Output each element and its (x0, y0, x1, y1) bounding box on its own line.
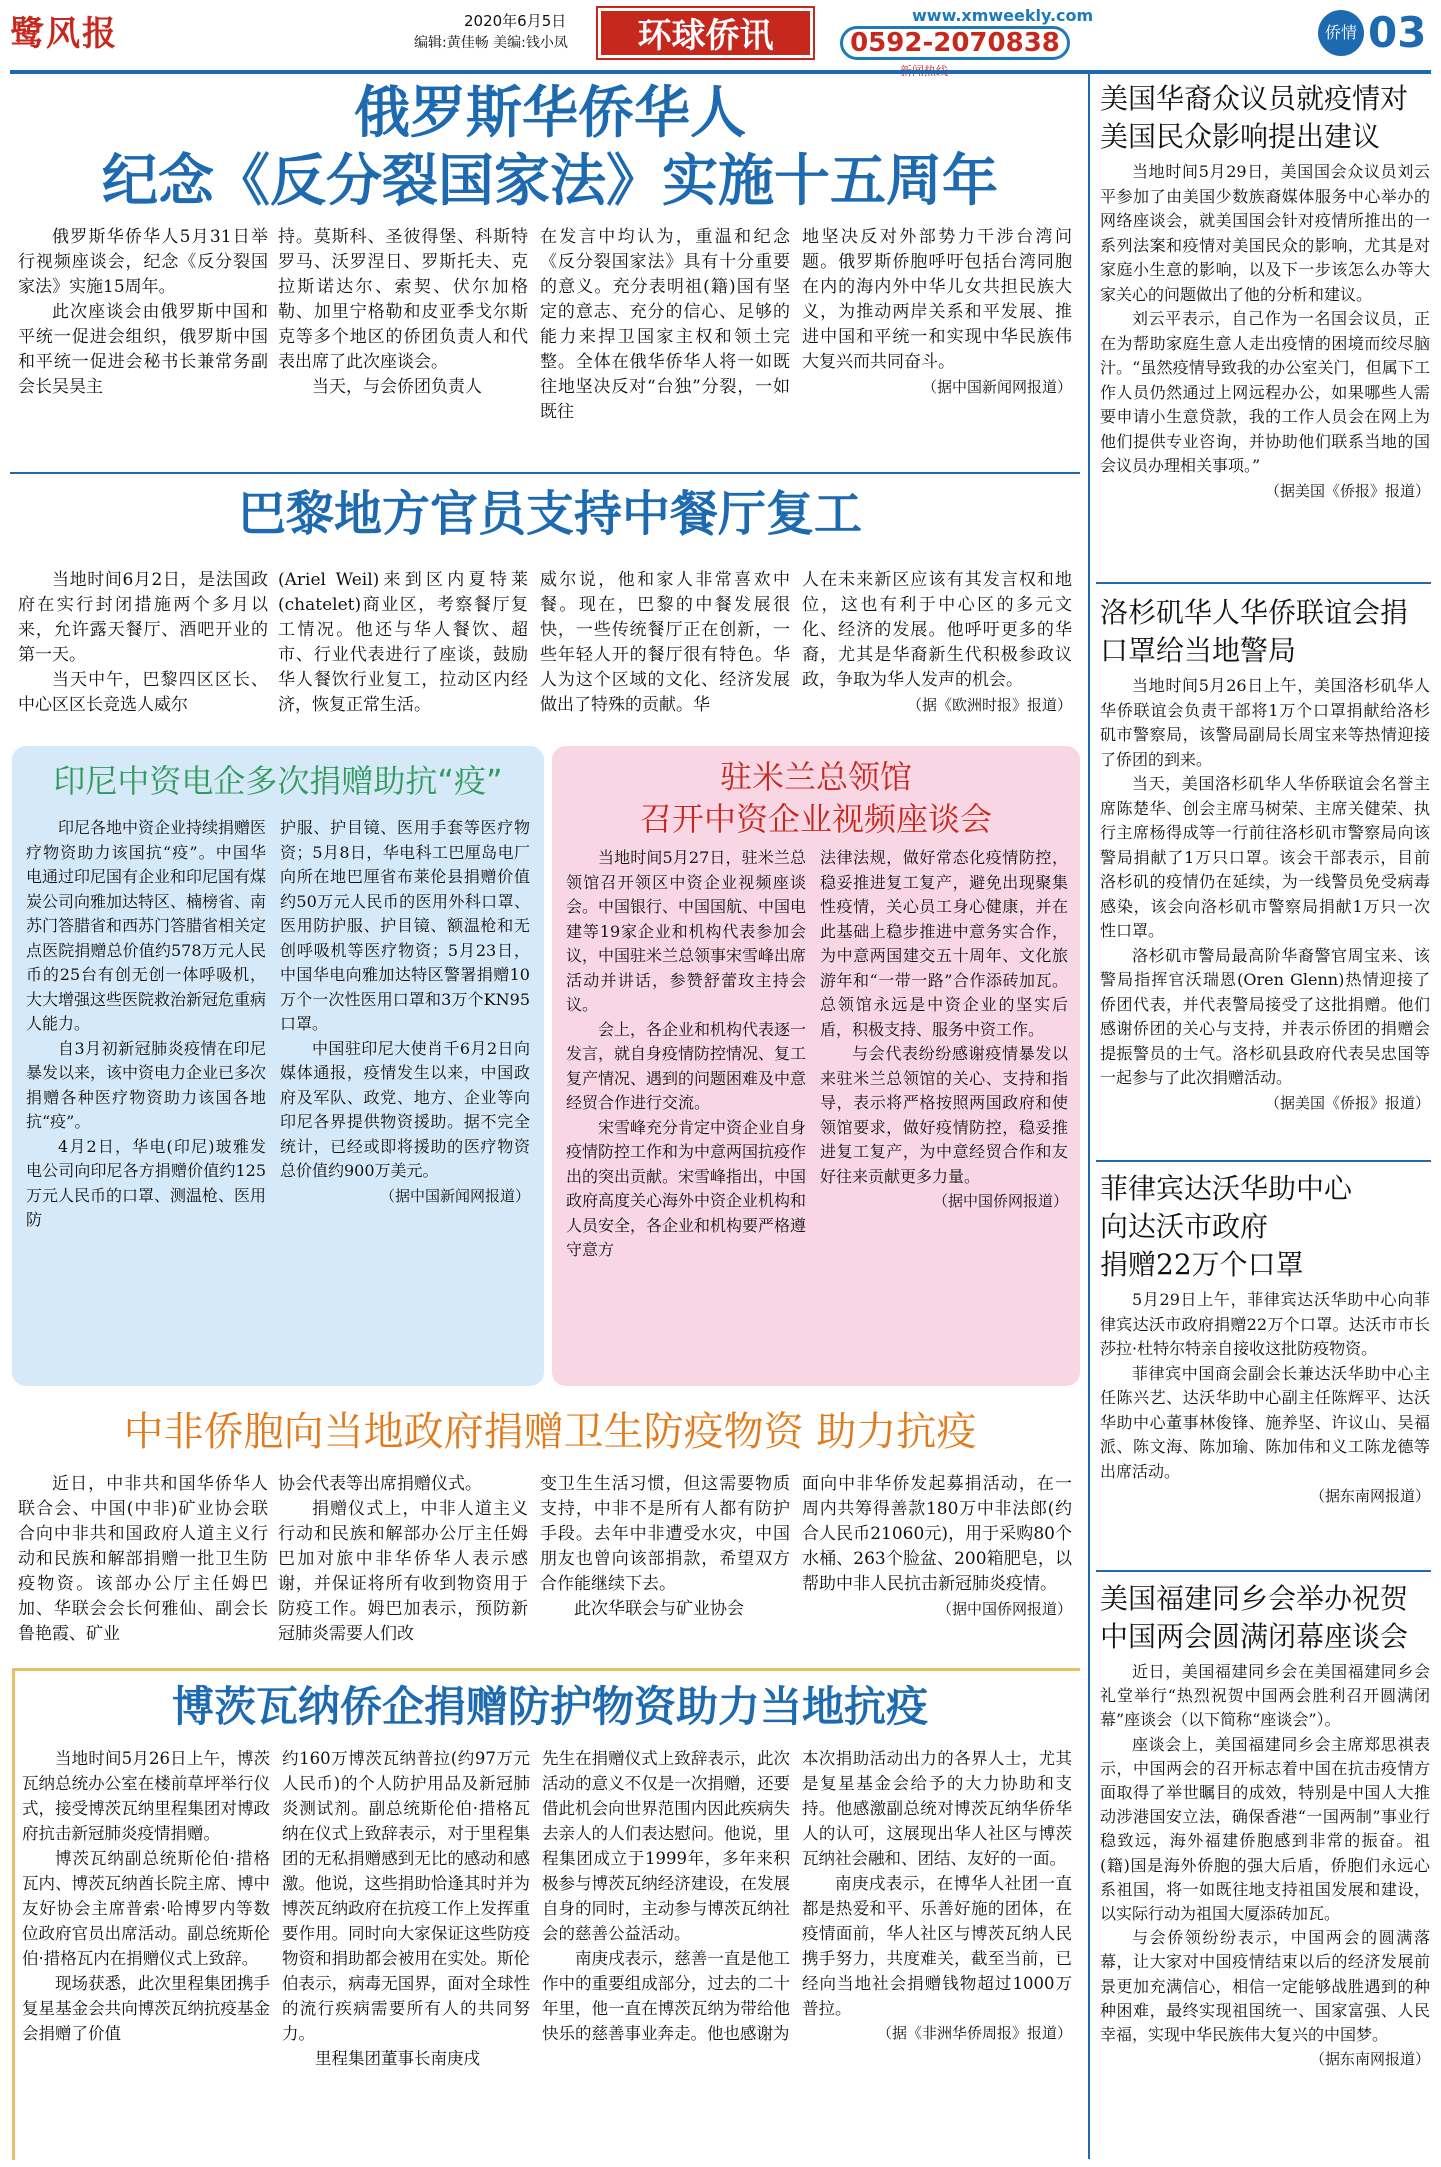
masthead-logo: 鹭风报 (10, 14, 118, 54)
paragraph: 南庚戌表示，慈善一直是他工作中的重要组成部分，过去的二十年里，他一直在博茨瓦纳为带给他快乐的慈善事业奔走。他也感谢为 (542, 1949, 790, 2043)
divider (10, 472, 1080, 474)
article5-col1 (18, 1472, 268, 1647)
paragraph: 捐赠仪式上，中非人道主义行动和民族和解部办公厅主任姆巴加对旅中非华侨华人表示感谢，并保证将所有收到物资用于防疫工作。姆巴加表示，预防新冠肺炎需要人们改 (278, 1499, 528, 1644)
paragraph: 在发言中均认为，重温和纪念《反分裂国家法》具有十分重要的意义。充分表明祖(籍)国有坚定的意志、充分的信心、足够的能力来捍卫国家主权和领土完整。全体在俄华侨华人将一如既往地坚决反对“台独”分裂，一如既往 (540, 227, 790, 422)
sidebar-story3-title-line2: 向达沃市政府 (1100, 1210, 1269, 1243)
article1-source: （据中国新闻网报道） (921, 378, 1072, 396)
article1-title (20, 80, 1080, 216)
article6-col2 (282, 1746, 530, 2071)
article2-col1 (18, 568, 268, 718)
article6-col4 (802, 1746, 1072, 2046)
paragraph: 刘云平表示，自己作为一名国会议员，正在为帮助家庭生意人走出疫情的困境而绞尽脑汁。“虽然疫情导致我的办公室关门，但属下工作人员仍然通过上网远程办公，如果哪些人需要申请小生意贷款，我的工作人员会在网上为他们提供专业咨询，并协助他们联系当地的国会议员办理相关事项。” (1100, 309, 1430, 475)
paragraph: 宋雪峰充分肯定中资企业自身疫情防控工作和为中意两国抗疫作出的突出贡献。宋雪峰指出，中国政府高度关心海外中资企业机构和人员安全，各企业和机构要严格遵守意方 (566, 1117, 807, 1259)
article3-col1 (26, 816, 266, 1233)
paragraph: 法律法规，做好常态化疫情防控，稳妥推进复工复产，避免出现聚集性疫情，关心员工身心健康，并在此基础上稳步推进中意务实合作，为中意两国建交五十周年、文化旅游年和“一带一路”合作添砖加瓦。总领馆永远是中资企业的坚实后盾，积极支持、服务中资工作。 (820, 848, 1068, 1039)
paragraph: 当天中午，巴黎四区区长、中心区区长竞选人威尔 (18, 670, 268, 715)
divider (1096, 1570, 1431, 1572)
article1-col1 (18, 225, 268, 400)
article2-col2 (278, 568, 528, 718)
article1-col3 (540, 225, 790, 425)
paragraph: 威尔说，他和家人非常喜欢中餐。现在，巴黎的中餐发展很快，一些传统餐厅正在创新，一些年轻人开的餐厅很有特色。华人为这个区域的文化、经济发展做出了特殊的贡献。华 (540, 570, 790, 715)
article2-source: （据《欧洲时报》报道） (906, 696, 1072, 714)
sidebar-story4-source: （据东南网报道） (1309, 2050, 1430, 2069)
paragraph: 约160万博茨瓦纳普拉(约97万元人民币)的个人防护用品及新冠肺炎测试剂。副总统斯伦伯·措格瓦纳在仪式上致辞表示，对于里程集团的无私捐赠感到无比的感动和感激。他说，这些捐助恰逢其时并为博茨瓦纳政府在抗疫工作上发挥重要作用。同时向大家保证这些防疫物资和捐助都会被用在实处。斯伦伯表示，病毒无国界，面对全球性的流行疾病需要所有人的共同努力。 (282, 1749, 530, 2043)
paragraph: 协会代表等出席捐赠仪式。 (278, 1474, 482, 1494)
article1-col4 (802, 225, 1072, 400)
paragraph: 当地时间5月27日，驻米兰总领馆召开领区中资企业视频座谈会。中国银行、中国国航、中国电建等19家企业和机构代表参加会议，中国驻米兰总领事宋雪峰出席活动并讲话，参赞舒蕾玫主持会议。 (566, 848, 807, 1014)
page-number: 03 (1368, 8, 1427, 57)
article4-title (560, 756, 1072, 840)
article3-col2 (280, 816, 530, 1208)
paragraph: 里程集团董事长南庚戌 (315, 2049, 480, 2068)
issue-date: 2020年6月5日 (464, 12, 567, 30)
article4-col2 (820, 846, 1068, 1214)
sidebar-story4-title: 美国福建同乡会举办祝贺中国两会圆满闭幕座谈会 (1100, 1582, 1409, 1653)
paragraph: 当天，美国洛杉矶华人华侨联谊会名誉主席陈楚华、创会主席马树荣、主席关健荣、执行主席杨得成等一行前往洛杉矶市警察局向该警局捐献了1万只口罩。该会干部表示，目前洛杉矶的疫情仍在延续，为一线警员免受病毒感染，该会向洛杉矶市警察局捐献1万只一次性口罩。 (1100, 774, 1430, 940)
article1-col2 (278, 225, 528, 400)
website-link[interactable]: www.xmweekly.com (912, 6, 1094, 25)
sidebar-story3-title-line3: 捐赠22万个口罩 (1100, 1248, 1304, 1281)
sidebar-story3-title-line1: 菲律宾达沃华助中心 (1100, 1172, 1353, 1205)
paragraph: (Ariel Weil)来到区内夏特莱(chatelet)商业区，考察餐厅复工情况。他还与华人餐饮、超市、行业代表进行了座谈，鼓励华人餐饮行业复工，拉动区内经济，恢复正常生活。 (278, 570, 528, 715)
paragraph: 洛杉矶市警局最高阶华裔警官周宝来、该警局指挥官沃瑞恩(Oren Glenn)热情迎接了侨团代表，并代表警局接受了这批捐赠。他们感谢侨团的关心与支持，并表示侨团的捐赠会提振警员的士气。洛杉矶县政府代表吴忠国等一起参与了此次捐赠活动。 (1100, 945, 1430, 1087)
article4-title-line2: 召开中资企业视频座谈会 (639, 800, 992, 838)
paragraph: 持。莫斯科、圣彼得堡、科斯特罗马、沃罗涅日、罗斯托夫、克拉斯诺达尔、索契、伏尔加格勒、加里宁格勒和皮亚季戈尔斯克等多个地区的侨团负责人和代表出席了此次座谈会。 (278, 227, 528, 372)
paragraph: 当地时间5月29日，美国国会众议员刘云平参加了由美国少数族裔媒体服务中心举办的网络座谈会，就美国国会针对疫情所推出的一系列法案和疫情对美国民众的影响，尤其是对家庭小生意的影响，以及下一步该怎么办等大家关心的问题做出了他的分析和建议。 (1100, 162, 1430, 304)
article5-col4 (802, 1472, 1072, 1622)
paragraph: 印尼各地中资企业持续捐赠医疗物资助力该国抗“疫”。中国华电通过印尼国有企业和印尼国有煤炭公司向雅加达特区、楠榜省、南苏门答腊省和西苏门答腊省相关定点医院捐赠总价值约578万元人民币的25台有创无创一体呼吸机，大大增强这些医院救治新冠危重病人能力。 (26, 818, 267, 1033)
paragraph: 南庚戌表示，在博华人社团一直都是热爱和平、乐善好施的团体，在疫情面前，华人社区与博茨瓦纳人民携手努力，共度难关，截至当前，已经向当地社会捐赠钱物超过1000万普拉。 (802, 1874, 1072, 2018)
sidebar-story4 (1100, 1580, 1430, 2071)
article6-col3 (542, 1746, 790, 2046)
paragraph: 与会侨领纷纷表示，中国两会的圆满落幕，让大家对中国疫情结束以后的经济发展前景更加充满信心，相信一定能够战胜遇到的种种困难，最终实现祖国统一、国家富强、人民幸福，实现中华民族伟大复兴的中国梦。 (1100, 1928, 1430, 2045)
header-rule (10, 70, 1431, 74)
article1-title-line1: 俄罗斯华侨华人 (354, 81, 746, 146)
sidebar-story3-source: （据东南网报道） (1309, 1487, 1430, 1505)
sidebar-story3 (1100, 1170, 1430, 1509)
paragraph: 变卫生生活习惯，但这需要物质支持，中非不是所有人都有防护手段。去年中非遭受水灾，中国朋友也曾向该部捐款，希望双方合作能继续下去。 (540, 1474, 790, 1594)
article4-source: （据中国侨网报道） (932, 1192, 1068, 1210)
article4-col1 (566, 846, 806, 1263)
paragraph: 地坚决反对外部势力干涉台湾问题。俄罗斯侨胞呼吁包括台湾同胞在内的海内外中华儿女共担民族大义，为推动两岸关系和平发展、推进中国和平统一和实现中华民族伟大复兴而共同奋斗。 (802, 227, 1072, 372)
paragraph: 当地时间5月26日上午，美国洛杉矶华人华侨联谊会负责干部将1万个口罩捐献给洛杉矶市警察局，该警局副局长周宝来等热情迎接了侨团的到来。 (1100, 676, 1430, 769)
article6-title: 博茨瓦纳侨企捐赠防护物资助力当地抗疫 (171, 1682, 928, 1731)
paragraph: 菲律宾中国商会副会长兼达沃华助中心主任陈兴艺、达沃华助中心副主任陈辉平、达沃华助中心董事林俊锋、施养坚、许议山、吴福派、陈文海、陈加瑜、陈加伟和义工陈龙德等出席活动。 (1100, 1363, 1430, 1481)
editors-line: 编辑:黄佳畅 美编:钱小凤 (414, 35, 568, 51)
sidebar-story1-title: 美国华裔众议员就疫情对美国民众影响提出建议 (1100, 82, 1409, 153)
paragraph: 座谈会上，美国福建同乡会主席郑思祺表示，中国两会的召开标志着中国在抗击疫情方面取得了举世瞩目的成效，特别是中国人大推动涉港国安立法，确保香港“一国两制”事业行稳致远，海外福建侨胞感到非常的振奋。祖(籍)国是海外侨胞的强大后盾，侨胞们永远心系祖国，将一如既往地支持祖国发展和建设，以实际行动为祖国大厦添砖加瓦。 (1100, 1734, 1430, 1924)
divider (1096, 1160, 1431, 1162)
sidebar-story1 (1100, 80, 1430, 503)
paragraph: 此次座谈会由俄罗斯中国和平统一促进会组织，俄罗斯中国和平统一促进会秘书长兼常务副会长吴昊主 (18, 302, 268, 397)
article5-col2 (278, 1472, 528, 1647)
article2-col4 (802, 568, 1072, 718)
sidebar-story2-title: 洛杉矶华人华侨联谊会捐口罩给当地警局 (1100, 596, 1409, 667)
article5-title: 中非侨胞向当地政府捐赠卫生防疫物资 助力抗疫 (123, 1409, 977, 1455)
sidebar-story1-source: （据美国《侨报》报道） (1264, 481, 1430, 500)
paragraph: 会上，各企业和机构代表逐一发言，就自身疫情防控情况、复工复产情况、遇到的问题困难及中意经贸合作进行交流。 (566, 1019, 807, 1112)
article1-title-line2: 纪念《反分裂国家法》实施十五周年 (102, 149, 998, 214)
section-badge-icon: 侨情 (1318, 10, 1364, 56)
paragraph: 4月2日，华电(印尼)玻雅发电公司向印尼各方捐赠价值约125万元人民币的口罩、测温枪、医用防 (26, 1136, 267, 1229)
article4-title-line1: 驻米兰总领馆 (719, 758, 912, 796)
sidebar-story2 (1100, 594, 1430, 1115)
divider (1096, 582, 1431, 584)
paragraph: 先生在捐赠仪式上致辞表示，此次活动的意义不仅是一次捐赠，还要借此机会向世界范围内因此疾病失去亲人的人们表达慰问。他说，里程集团成立于1999年，多年来积极参与博茨瓦纳经济建设，在发展自身的同时，主动参与博茨瓦纳社会的慈善公益活动。 (542, 1749, 790, 1943)
paragraph: 人在未来新区应该有其发言权和地位，这也有利于中心区的多元文化、经济的发展。他呼吁更多的华裔，尤其是华裔新生代积极参政议政，争取为华人发声的机会。 (802, 570, 1072, 690)
paragraph: 近日，美国福建同乡会在美国福建同乡会礼堂举行“热烈祝贺中国两会胜利召开圆满闭幕”座谈会（以下简称“座谈会”）。 (1100, 1662, 1430, 1730)
sidebar-story2-source: （据美国《侨报》报道） (1264, 1093, 1430, 1112)
paragraph: 护服、护目镜、医用手套等医疗物资；5月8日，华电科工巴厘岛电厂向所在地巴厘省布莱伦县捐赠价值约50万元人民币的医用外科口罩、医用防护服、护目镜、额温枪和无创呼吸机等医疗物资；5月23日，中国华电向雅加达特区警署捐赠10万个一次性医用口罩和3万个KN95口罩。 (280, 818, 530, 1033)
article6-col1 (22, 1746, 270, 2046)
paragraph: 当地时间6月2日，是法国政府在实行封闭措施两个多月以来，允许露天餐厅、酒吧开业的第一天。 (18, 570, 268, 665)
paragraph: 当地时间5月26日上午，博茨瓦纳总统办公室在楼前草坪举行仪式，接受博茨瓦纳里程集团对博政府抗击新冠肺炎疫情捐赠。 (22, 1749, 270, 1843)
paragraph: 面向中非华侨发起募捐活动，在一周内共筹得善款180万中非法郎(约合人民币21060元)，用于采购80个水桶、263个脸盆、200箱肥皂，以帮助中非人民抗击新冠肺炎疫情。 (802, 1474, 1072, 1594)
paragraph: 此次华联会与矿业协会 (574, 1599, 744, 1619)
paragraph: 博茨瓦纳副总统斯伦伯·措格瓦内、博茨瓦纳酋长院主席、博中友好协会主席普索·哈博罗内等数位政府官员出席活动。副总统斯伦伯·措格瓦内在捐赠仪式上致辞。 (22, 1849, 270, 1968)
article3-source: （据中国新闻网报道） (379, 1186, 530, 1205)
paragraph: 现场获悉，此次里程集团携手复星基金会共向博茨瓦纳抗疫基金会捐赠了价值 (22, 1974, 270, 2043)
article6-source: （据《非洲华侨周报》报道） (876, 2024, 1072, 2042)
paragraph: 近日，中非共和国华侨华人联合会、中国(中非)矿业协会联合向中非共和国政府人道主义行动和民族和解部捐赠一批卫生防疫物资。该部办公厅主任姆巴加、华联会会长何雅仙、副会长鲁艳霞、矿业 (18, 1474, 268, 1644)
paragraph: 与会代表纷纷感谢疫情暴发以来驻米兰总领馆的关心、支持和指导，表示将严格按照两国政府和使领馆要求，做好疫情防控，稳妥推进复工复产，为中意经贸合作和友好往来贡献更多力量。 (820, 1044, 1068, 1186)
paragraph: 本次捐助活动出力的各界人士，尤其是复星基金会给予的大力协助和支持。他感激副总统对博茨瓦纳华侨华人的认可，这展现出华人社区与博茨瓦纳社会融和、团结、友好的一面。 (802, 1749, 1072, 1868)
paragraph: 当天，与会侨团负责人 (312, 377, 482, 397)
paragraph: 中国驻印尼大使肖千6月2日向媒体通报，疫情发生以来，中国政府及军队、政党、地方、企业等向印尼各界提供物资援助。据不完全统计，已经或即将援助的医疗物资总价值约900万美元。 (280, 1038, 530, 1180)
paragraph: 俄罗斯华侨华人5月31日举行视频座谈会，纪念《反分裂国家法》实施15周年。 (18, 227, 268, 297)
article3-title: 印尼中资电企多次捐赠助抗“疫” (53, 762, 503, 800)
hotline-phone: 0592-2070838 (840, 26, 1070, 60)
article2-title: 巴黎地方官员支持中餐厅复工 (237, 486, 862, 542)
column-separator (1088, 74, 1090, 2159)
paragraph: 自3月初新冠肺炎疫情在印尼暴发以来，该中资电力企业已多次捐赠各种医疗物资助力该国各地抗“疫”。 (26, 1038, 267, 1131)
article5-col3 (540, 1472, 790, 1622)
paragraph: 5月29日上午，菲律宾达沃华助中心向菲律宾达沃市政府捐赠22万个口罩。达沃市市长莎拉·杜特尔特亲自接收这批防疫物资。 (1100, 1290, 1430, 1358)
section-title: 环球侨讯 (598, 8, 813, 58)
article5-source: （据中国侨网报道） (936, 1600, 1072, 1618)
article2-col3 (540, 568, 790, 718)
